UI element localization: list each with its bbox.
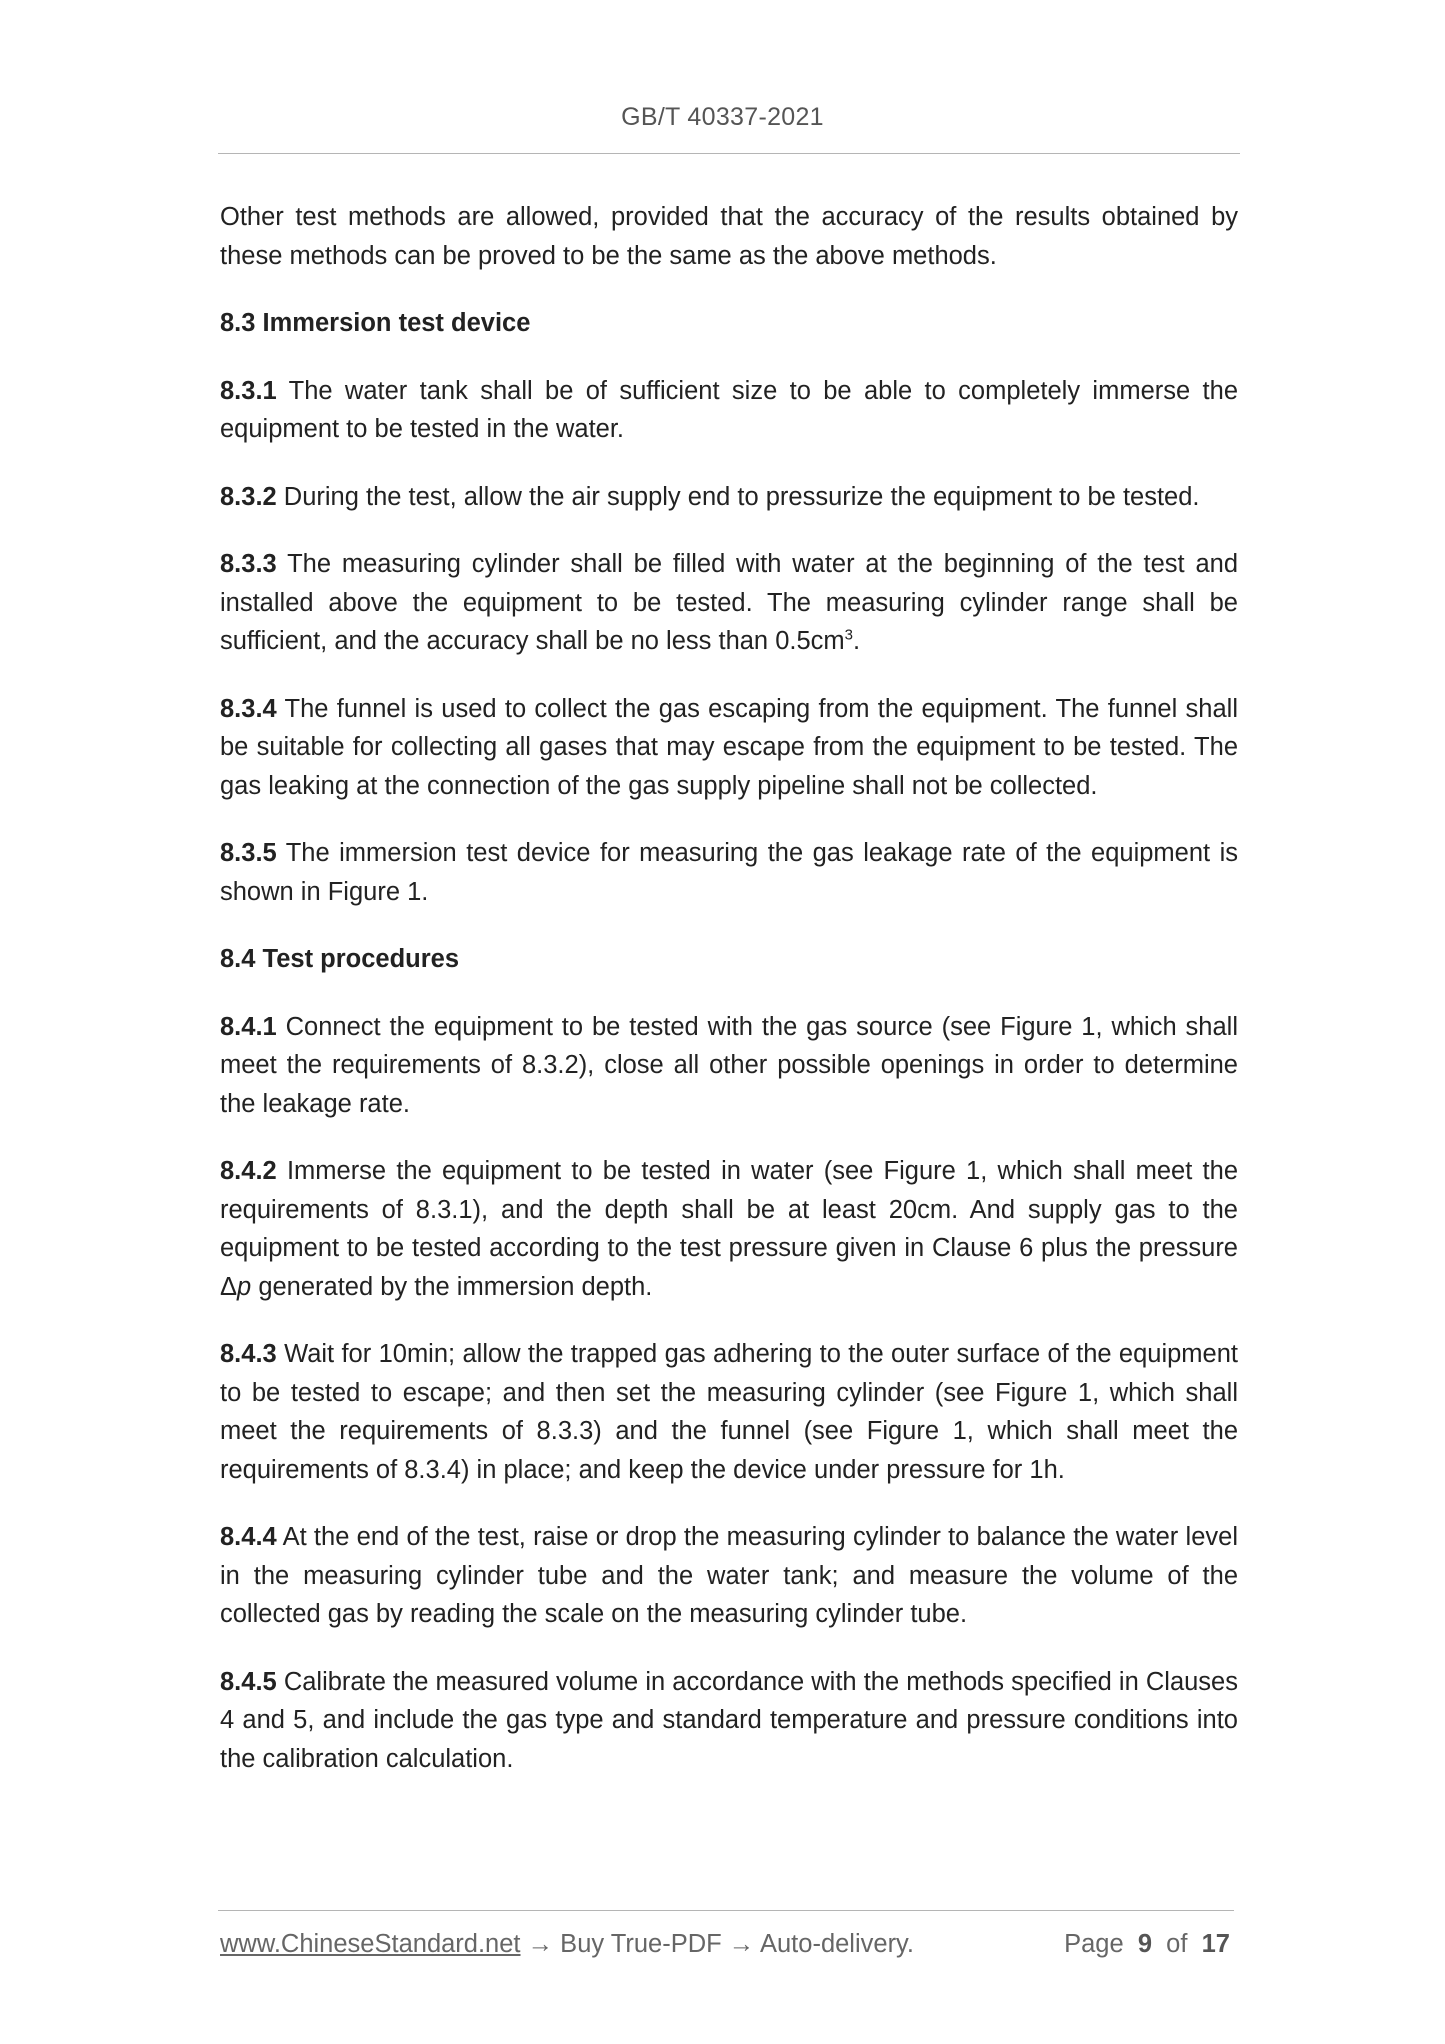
website-link[interactable]: www.ChineseStandard.net [220,1930,521,1958]
clause-number: 8.4.3 [220,1340,277,1368]
clause-number: 8.3.3 [220,550,277,578]
document-header-title: GB/T 40337-2021 [621,103,824,131]
superscript-exponent: 3 [844,626,853,644]
clause-text: At the end of the test, raise or drop the measuring cylinder to balance the water level in the measuring cylinder tube and the water tank; and measure the volume of the collected gas by reading the scale on the measuring cylinder tube. [220,1523,1238,1628]
of-label: of [1166,1930,1188,1958]
clause-text: Wait for 10min; allow the trapped gas adhering to the outer surface of the equipment to be tested to escape; and then set the measuring cylinder (see Figure 1, which shall meet the requirements of 8.3.3) and the funnel (see Figure 1, which shall meet the requirements of 8.3.4) in place; and keep the device under pressure for 1h. [220,1340,1238,1484]
page-content [220,198,1238,1807]
footer-divider [218,1910,1234,1911]
clause-text: The funnel is used to collect the gas escaping from the equipment. The funnel shall be suitable for collecting all gases that may escape from the equipment to be tested. The gas leaking at the connection of the gas supply pipeline shall not be collected. [220,694,1238,800]
clause-8-4-2 [220,1152,1238,1306]
clause-text: Calibrate the measured volume in accordance with the methods specified in Clauses 4 and 5, and include the gas type and standard temperature and pressure conditions into the calibration calculation. [220,1667,1238,1773]
footer-promo-text: → Buy True-PDF → Auto-delivery. [520,1930,914,1958]
clause-8-4-3 [220,1335,1238,1489]
clause-8-3-1 [220,372,1238,449]
section-heading-8-3: 8.3 Immersion test device [220,309,531,337]
page-number: 9 [1137,1930,1152,1958]
clause-number: 8.4.1 [220,1012,277,1041]
clause-8-4-4 [220,1518,1238,1634]
page-label: Page [1064,1930,1124,1958]
clause-number: 8.3.5 [220,839,277,867]
clause-8-3-4 [220,690,1238,806]
clause-number: 8.3.1 [220,376,277,405]
clause-8-3-2 [220,478,1238,517]
italic-variable: p [237,1272,252,1301]
clause-text: The immersion test device for measuring the gas leakage rate of the equipment is shown in Figure 1. [220,839,1238,906]
clause-text-end: . [852,627,861,655]
clause-8-3-3 [220,545,1238,661]
clause-text: Connect the equipment to be tested with the gas source (see Figure 1, which shall meet the requirements of 8.3.2), close all other possible openings in order to determine the leakage rate. [220,1012,1238,1118]
clause-number: 8.3.2 [220,482,277,511]
clause-8-3-5 [220,834,1238,911]
clause-number: 8.3.4 [220,694,277,723]
clause-text-end: generated by the immersion depth. [251,1272,653,1301]
total-pages: 17 [1201,1930,1230,1958]
clause-number: 8.4.4 [220,1523,277,1551]
page-indicator [1064,1930,1230,1959]
clause-8-4-5 [220,1663,1238,1779]
clause-text: During the test, allow the air supply end to pressurize the equipment to be tested. [276,482,1200,511]
intro-paragraph: Other test methods are allowed, provided that the accuracy of the results obtained by these methods can be proved to be the same as the above methods. [220,203,1238,270]
section-heading-8-4: 8.4 Test procedures [220,945,460,973]
footer-promo [220,1930,914,1959]
clause-number: 8.4.2 [220,1157,277,1185]
clause-number: 8.4.5 [220,1667,277,1696]
header-divider [218,153,1240,154]
clause-text: The water tank shall be of sufficient size to be able to completely immerse the equipment to be tested in the water. [220,376,1238,443]
clause-8-4-1 [220,1008,1238,1124]
clause-text: Immerse the equipment to be tested in water (see Figure 1, which shall meet the requirements of 8.3.1), and the depth shall be at least 20cm. And supply gas to the equipment to be tested according to the test pressure given in Clause 6 plus the pressure Δ [220,1157,1238,1301]
clause-text: The measuring cylinder shall be filled with water at the beginning of the test and installed above the equipment to be tested. The measuring cylinder range shall be sufficient, and the accuracy shall be no less than 0.5cm [220,550,1238,655]
